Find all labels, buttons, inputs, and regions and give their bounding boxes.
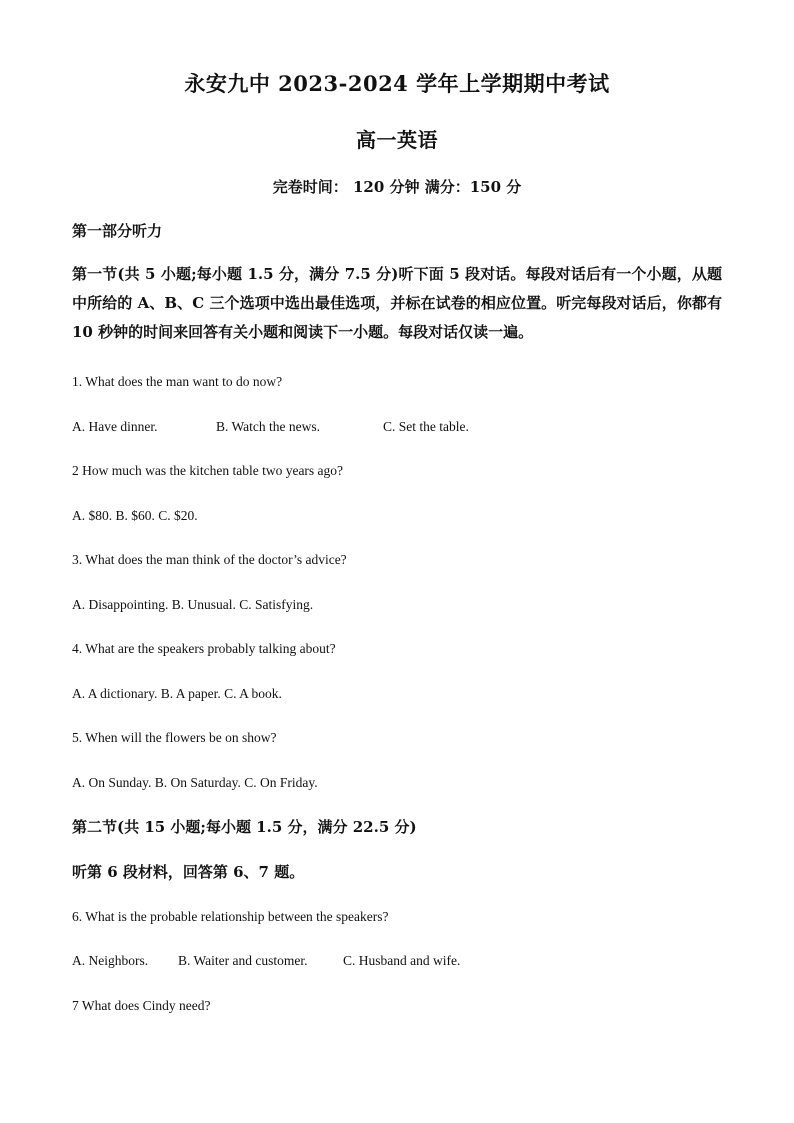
part1-heading: 第一部分听力 [72,222,163,240]
question-1-option-b: B. Watch the news. [216,419,321,434]
exam-meta: 完卷时间： 120 分钟 满分：150 分 [272,178,522,196]
question-3: 3. What does the man think of the doctor’s advice? [72,552,347,567]
question-6: 6. What is the probable relationship between the speakers? [72,909,389,924]
question-7: 7 What does Cindy need? [72,998,211,1013]
question-1-options [72,418,722,436]
question-6-option-b: B. Waiter and customer. [178,953,308,968]
exam-subject: 高一英语 [356,128,438,152]
question-2-options: A. $80. B. $60. C. $20. [72,508,198,523]
question-6-option-c: C. Husband and wife. [343,953,461,968]
exam-title: 永安九中 2023-2024 学年上学期期中考试 [184,71,610,96]
question-4-options: A. A dictionary. B. A paper. C. A book. [72,686,282,701]
question-6-options [72,952,722,970]
question-4: 4. What are the speakers probably talking about? [72,641,336,656]
question-1-option-a: A. Have dinner. [72,419,158,434]
section2-subheading: 听第 6 段材料，回答第 6、7 题。 [72,863,305,881]
question-5: 5. When will the flowers be on show? [72,730,277,745]
question-1: 1. What does the man want to do now? [72,374,283,389]
question-5-options: A. On Sunday. B. On Saturday. C. On Friday. [72,775,318,790]
section2-heading: 第二节(共 15 小题;每小题 1.5 分，满分 22.5 分) [72,818,417,836]
section1-instruction: 第一节(共 5 小题;每小题 1.5 分，满分 7.5 分)听下面 5 段对话。每段对话后有一个小题，从题中所给的 A、B、C 三个选项中选出最佳选项，并标在试卷的相应位置。听完每段对话后，你都有 10 秒钟的时间来回答有关小题和阅读下一小题。每段对话仅读一遍。 [72,265,722,341]
question-2: 2 How much was the kitchen table two years ago? [72,463,344,478]
question-6-option-a: A. Neighbors. [72,953,149,968]
question-1-option-c: C. Set the table. [383,419,469,434]
question-3-options: A. Disappointing. B. Unusual. C. Satisfying. [72,597,314,612]
